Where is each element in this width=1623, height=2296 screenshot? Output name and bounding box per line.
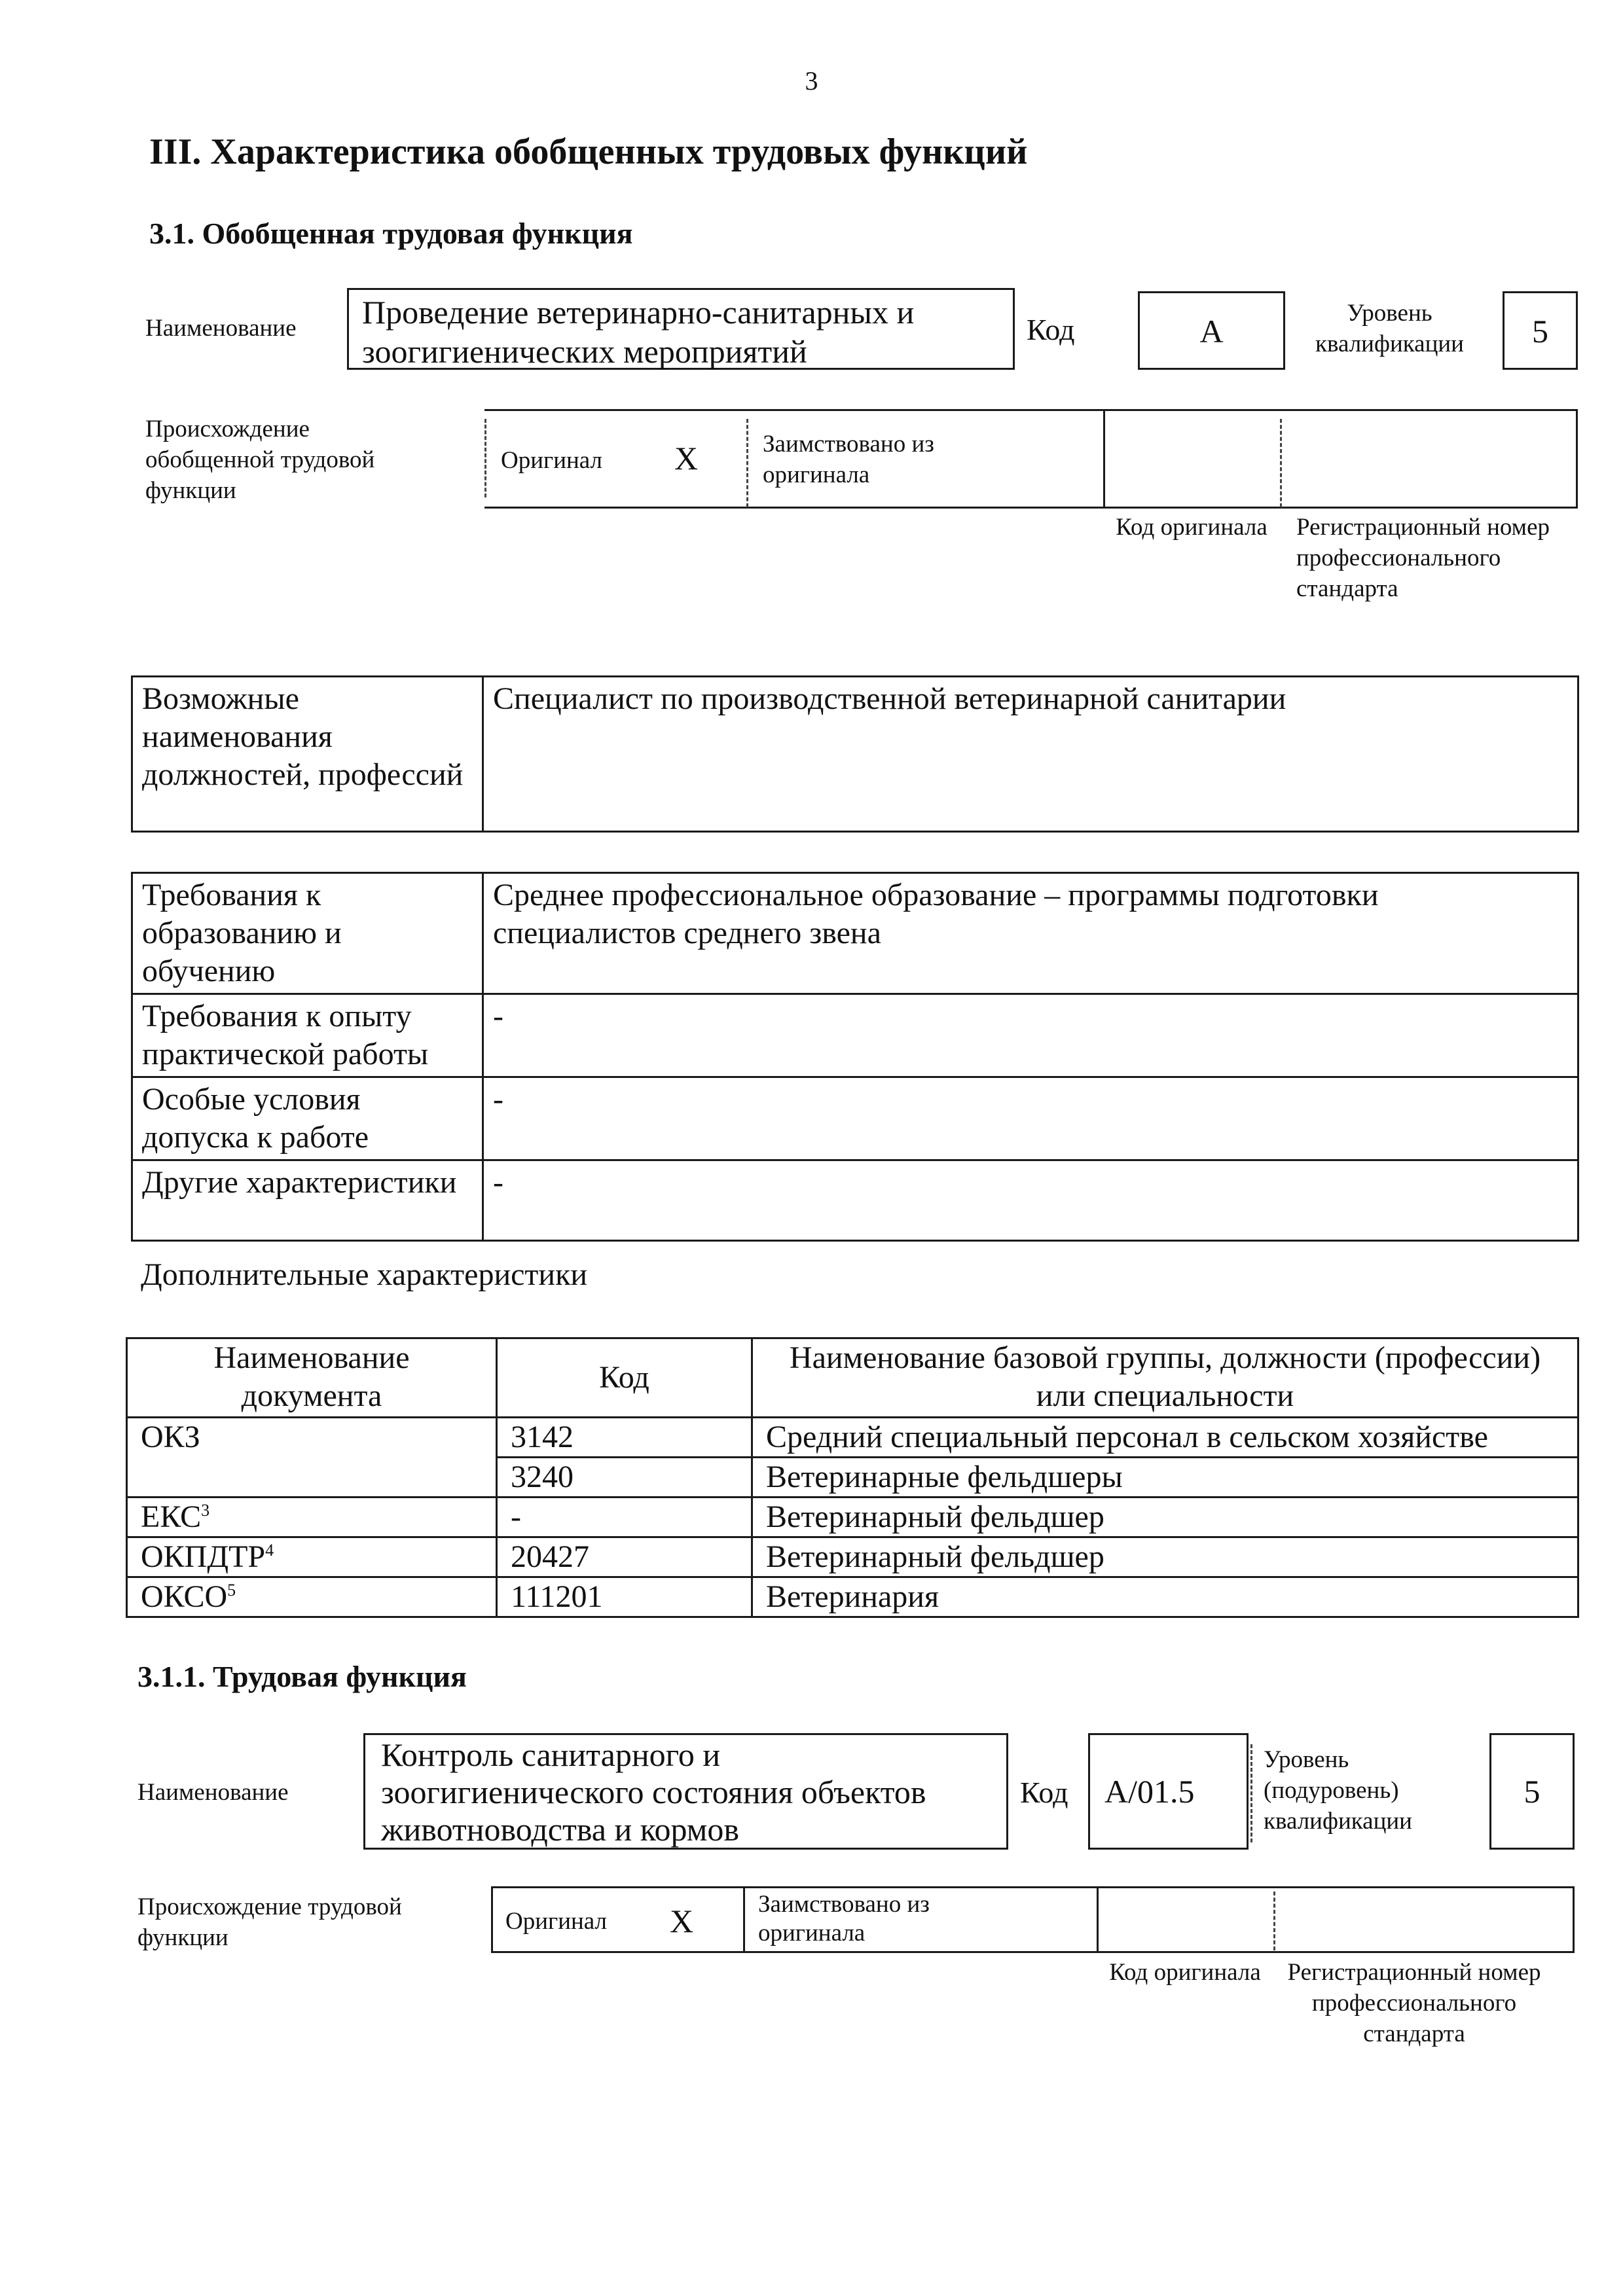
tf-level-dash — [1250, 1744, 1252, 1842]
additional-doc — [127, 1458, 497, 1498]
footnote-ref: 3 — [201, 1501, 210, 1520]
additional-heading: Дополнительные характеристики — [141, 1257, 588, 1292]
gtf-origin-dash-1 — [484, 419, 486, 497]
gtf-borrowed-label: Заимствовано из оригинала — [763, 431, 934, 488]
requirement-value: - — [483, 994, 1578, 1077]
additional-name: Ветеринария — [752, 1577, 1578, 1617]
doc-name: ОКЗ — [141, 1420, 200, 1454]
gtf-level-label — [1293, 298, 1486, 359]
gtf-code-value: А — [1138, 291, 1285, 370]
requirement-label: Другие характеристики — [132, 1160, 483, 1241]
gtf-reg-caption: Регистрационный номер профессионального стандарта — [1296, 514, 1550, 602]
additional-name: Ветеринарные фельдшеры — [752, 1458, 1578, 1498]
tf-level-label-line3: квалификации — [1264, 1808, 1412, 1835]
positions-label: Возможные наименования должностей, профессий — [132, 677, 483, 832]
gtf-level-label-line2: квалификации — [1315, 331, 1464, 357]
gtf-heading: 3.1. Обобщенная трудовая функция — [149, 217, 633, 250]
tf-original-label: Оригинал — [505, 1908, 608, 1935]
gtf-code-orig-caption: Код оригинала — [1116, 514, 1267, 541]
additional-doc — [127, 1577, 497, 1617]
table-row — [127, 1498, 1578, 1537]
tf-name-label: Наименование — [137, 1779, 289, 1806]
additional-code: 3142 — [497, 1418, 752, 1458]
doc-name: ЕКС — [141, 1499, 202, 1534]
additional-table — [126, 1337, 1579, 1618]
additional-doc — [127, 1537, 497, 1577]
tf-origin-table — [491, 1886, 1575, 1953]
additional-header-row — [127, 1338, 1578, 1418]
positions-row — [132, 677, 1578, 832]
additional-doc — [127, 1418, 497, 1458]
tf-level-label-line2: (подуровень) — [1264, 1777, 1399, 1804]
requirement-row — [132, 873, 1578, 994]
additional-code: 111201 — [497, 1577, 752, 1617]
tf-borrowed-label: Заимствовано из оригинала — [758, 1891, 930, 1946]
positions-table — [131, 675, 1579, 833]
requirement-label: Требования к опыту практической работы — [132, 994, 483, 1077]
tf-code-orig-caption: Код оригинала — [1109, 1959, 1261, 1986]
requirements-table — [131, 872, 1579, 1242]
additional-name: Средний специальный персонал в сельском хозяйстве — [752, 1418, 1578, 1458]
gtf-code-label: Код — [1027, 313, 1075, 346]
additional-code: 3240 — [497, 1458, 752, 1498]
gtf-name-line2: зоогигиенических мероприятий — [362, 333, 807, 370]
gtf-original-mark: X — [674, 440, 699, 476]
requirement-row — [132, 994, 1578, 1077]
table-row — [127, 1418, 1578, 1458]
additional-doc — [127, 1498, 497, 1537]
tf-reg-caption: Регистрационный номер профессионального стандарта — [1287, 1959, 1541, 2047]
gtf-origin-dash-3 — [1280, 419, 1282, 507]
table-row — [127, 1458, 1578, 1498]
doc-name: ОКСО — [141, 1579, 228, 1614]
requirement-row — [132, 1160, 1578, 1241]
gtf-name-line1: Проведение ветеринарно-санитарных и — [362, 294, 915, 331]
tf-level-label — [1264, 1744, 1480, 1837]
tf-level-value: 5 — [1489, 1733, 1575, 1850]
requirement-value: - — [483, 1077, 1578, 1160]
requirement-label: Требования к образованию и обучению — [132, 873, 483, 994]
tf-origin-dash — [1273, 1892, 1275, 1950]
additional-code: 20427 — [497, 1537, 752, 1577]
table-row — [127, 1577, 1578, 1617]
tf-heading: 3.1.1. Трудовая функция — [137, 1660, 467, 1693]
gtf-origin-table — [484, 409, 1578, 509]
additional-code: - — [497, 1498, 752, 1537]
gtf-name-box — [347, 288, 1015, 370]
additional-name: Ветеринарный фельдшер — [752, 1537, 1578, 1577]
gtf-level-value: 5 — [1503, 291, 1578, 370]
doc-name: ОКПДТР — [141, 1539, 266, 1574]
table-row — [127, 1537, 1578, 1577]
section-title: III. Характеристика обобщенных трудовых функций — [149, 132, 1028, 172]
positions-value: Специалист по производственной ветеринарной санитарии — [483, 677, 1578, 832]
requirement-label: Особые условия допуска к работе — [132, 1077, 483, 1160]
tf-code-value: А/01.5 — [1088, 1733, 1249, 1850]
tf-origin-divider-1 — [743, 1886, 745, 1953]
tf-origin-label: Происхождение трудовой функции — [137, 1893, 402, 1951]
gtf-origin-divider-1 — [1103, 409, 1105, 509]
additional-header-code: Код — [497, 1338, 752, 1418]
footnote-ref: 4 — [265, 1541, 274, 1560]
requirement-value: Среднее профессиональное образование – программы подготовки специалистов среднего звена — [483, 873, 1578, 994]
tf-name-line2: зоогигиенического состояния объектов — [381, 1774, 926, 1810]
tf-level-label-line1: Уровень — [1264, 1746, 1349, 1773]
footnote-ref: 5 — [227, 1581, 236, 1600]
gtf-name-label: Наименование — [145, 315, 297, 342]
requirement-value: - — [483, 1160, 1578, 1241]
tf-name-line1: Контроль санитарного и — [381, 1736, 721, 1773]
tf-name-box — [363, 1733, 1008, 1850]
tf-original-mark: X — [670, 1903, 694, 1939]
additional-name: Ветеринарный фельдшер — [752, 1498, 1578, 1537]
gtf-origin-label: Происхождение обобщенной трудовой функции — [145, 416, 375, 504]
requirement-row — [132, 1077, 1578, 1160]
gtf-level-label-line1: Уровень — [1347, 300, 1432, 327]
additional-header-name: Наименование базовой группы, должности (профессии) или специальности — [752, 1338, 1578, 1418]
page-number: 3 — [805, 66, 818, 96]
gtf-original-label: Оригинал — [501, 447, 603, 474]
gtf-origin-dash-2 — [746, 419, 748, 507]
tf-name-line3: животноводства и кормов — [381, 1811, 739, 1848]
tf-origin-divider-2 — [1097, 1886, 1099, 1953]
additional-header-doc: Наименование документа — [127, 1338, 497, 1418]
tf-code-label: Код — [1020, 1776, 1068, 1809]
